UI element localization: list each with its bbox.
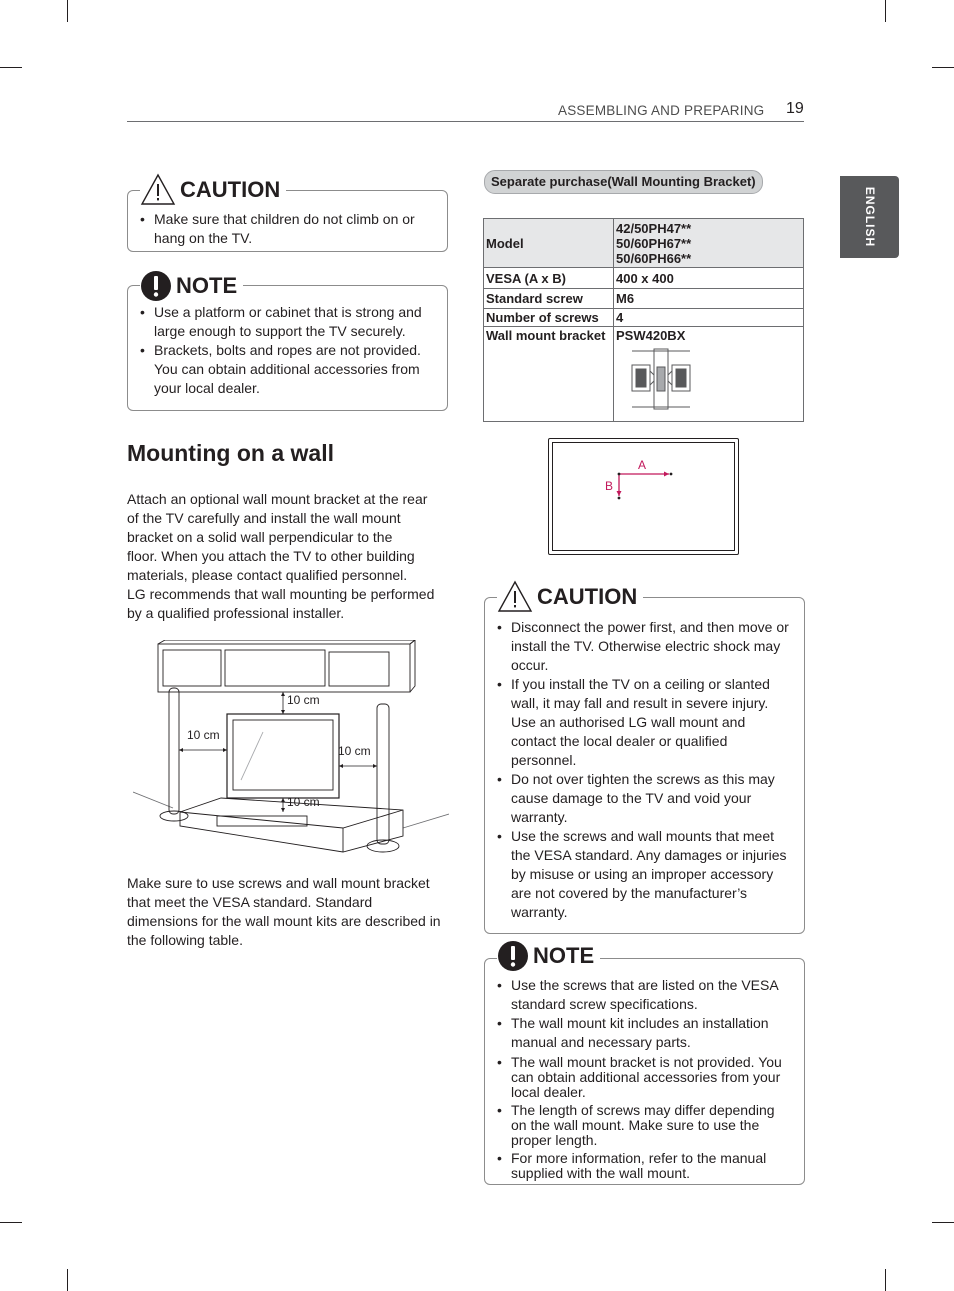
header-rule bbox=[127, 121, 804, 122]
caution-title: CAUTION bbox=[180, 176, 281, 202]
note-title: NOTE bbox=[533, 943, 595, 968]
vesa-label-b: B bbox=[605, 479, 614, 493]
table-row bbox=[484, 268, 804, 289]
table-row bbox=[484, 309, 804, 327]
caution-item: • Use the screws and wall mounts that meet the VESA standard. Any damages or injuries by misuse or using an improper accessory are not covered by the manufacturer’s warranty. bbox=[495, 827, 793, 922]
separate-purchase-label: Separate purchase(Wall Mounting Bracket) bbox=[484, 170, 763, 194]
vesa-line: the following table. bbox=[127, 932, 243, 948]
note-item: • Use the screws that are listed on the VESA standard screw specifications. bbox=[495, 976, 793, 1014]
vesa-line: dimensions for the wall mount kits are described in bbox=[127, 913, 441, 929]
table-cell-label: Model bbox=[484, 219, 614, 268]
crop-mark bbox=[67, 1269, 68, 1291]
intro-line: by a qualified professional installer. bbox=[127, 605, 345, 621]
bracket-image bbox=[626, 345, 696, 413]
caution-heading-left bbox=[140, 173, 286, 206]
table-cell-value: 400 x 400 bbox=[614, 268, 804, 289]
crop-mark bbox=[885, 0, 886, 22]
page-number: 19 bbox=[786, 100, 804, 117]
caution-item: • Do not over tighten the screws as this may cause damage to the TV and void your warranty. bbox=[495, 770, 793, 827]
note-item: • For more information, refer to the manual supplied with the wall mount. bbox=[495, 1151, 793, 1181]
caution-title: CAUTION bbox=[537, 583, 638, 609]
crop-mark bbox=[0, 67, 22, 68]
clearance-label-top: 10 cm bbox=[287, 693, 320, 707]
table-cell-value bbox=[614, 219, 804, 268]
table-cell-label: VESA (A x B) bbox=[484, 268, 614, 289]
intro-line: of the TV carefully and install the wall mount bbox=[127, 510, 401, 526]
note-box-left bbox=[127, 285, 448, 411]
exclamation-circle-icon bbox=[140, 270, 172, 302]
intro-line: LG recommends that wall mounting be performed bbox=[127, 586, 435, 602]
table-cell-value: M6 bbox=[614, 289, 804, 309]
model-value: 50/60PH67** bbox=[616, 235, 692, 251]
note-item: • Use a platform or cabinet that is strong and large enough to support the TV securely. bbox=[138, 303, 430, 341]
vesa-line: Make sure to use screws and wall mount bracket bbox=[127, 875, 430, 891]
table-cell-value: 4 bbox=[614, 309, 804, 327]
clearance-label-right: 10 cm bbox=[338, 744, 371, 758]
crop-mark bbox=[67, 0, 68, 22]
vesa-ab-marker bbox=[612, 468, 676, 502]
caution-box-right bbox=[484, 597, 805, 934]
note-title: NOTE bbox=[176, 273, 238, 298]
model-value: 42/50PH47** bbox=[616, 220, 692, 236]
vesa-paragraph bbox=[127, 874, 457, 950]
intro-line: bracket on a solid wall perpendicular to the bbox=[127, 529, 393, 545]
note-item: • The wall mount kit includes an installation manual and necessary parts. bbox=[495, 1014, 793, 1052]
note-item: • The wall mount bracket is not provided. You can obtain additional accessories from your local dealer. bbox=[495, 1055, 793, 1100]
wall-mount-clearance-illustration bbox=[133, 640, 449, 858]
warning-triangle-icon bbox=[140, 173, 176, 206]
table-row bbox=[484, 327, 804, 422]
intro-line: Attach an optional wall mount bracket at the rear bbox=[127, 491, 428, 507]
language-tab bbox=[840, 176, 899, 258]
model-value: 50/60PH66** bbox=[616, 250, 692, 266]
crop-mark bbox=[0, 1222, 22, 1223]
table-row bbox=[484, 289, 804, 309]
crop-mark bbox=[932, 1222, 954, 1223]
table-row bbox=[484, 219, 804, 268]
caution-item: • If you install the TV on a ceiling or slanted wall, it may fall and result in severe injury. Use an authorised LG wall mount and contact the local dealer or qualified personnel. bbox=[495, 675, 793, 770]
table-cell-label: Wall mount bracket bbox=[484, 327, 614, 422]
section-title: Mounting on a wall bbox=[127, 440, 334, 466]
note-heading-left bbox=[140, 270, 243, 302]
table-cell-label: Standard screw bbox=[484, 289, 614, 309]
exclamation-circle-icon bbox=[497, 940, 529, 972]
note-item: • The length of screws may differ depending on the wall mount. Make sure to use the proper length. bbox=[495, 1103, 793, 1148]
vesa-label-a: A bbox=[638, 458, 647, 472]
running-header: ASSEMBLING AND PREPARING bbox=[558, 103, 765, 118]
intro-paragraph bbox=[127, 490, 457, 623]
caution-item: • Make sure that children do not climb on or hang on the TV. bbox=[138, 210, 430, 248]
bracket-model: PSW420BX bbox=[616, 328, 686, 343]
note-box-right bbox=[484, 958, 805, 1185]
note-heading-right bbox=[497, 940, 600, 972]
table-cell-value bbox=[614, 327, 804, 422]
caution-item: • Disconnect the power first, and then move or install the TV. Otherwise electric shock may occur. bbox=[495, 618, 793, 675]
intro-line: materials, please contact qualified personnel. bbox=[127, 567, 408, 583]
warning-triangle-icon bbox=[497, 580, 533, 613]
table-cell-label: Number of screws bbox=[484, 309, 614, 327]
crop-mark bbox=[885, 1269, 886, 1291]
crop-mark bbox=[932, 67, 954, 68]
vesa-line: that meet the VESA standard. Standard bbox=[127, 894, 373, 910]
intro-line: floor. When you attach the TV to other building bbox=[127, 548, 415, 564]
wall-mount-spec-table bbox=[483, 218, 804, 422]
language-tab-label: ENGLISH bbox=[862, 186, 877, 248]
clearance-label-left: 10 cm bbox=[187, 728, 220, 742]
note-item: • Brackets, bolts and ropes are not provided. You can obtain additional accessories from your local dealer. bbox=[138, 341, 430, 398]
clearance-label-bottom: 10 cm bbox=[287, 795, 320, 809]
caution-heading-right bbox=[497, 580, 643, 613]
